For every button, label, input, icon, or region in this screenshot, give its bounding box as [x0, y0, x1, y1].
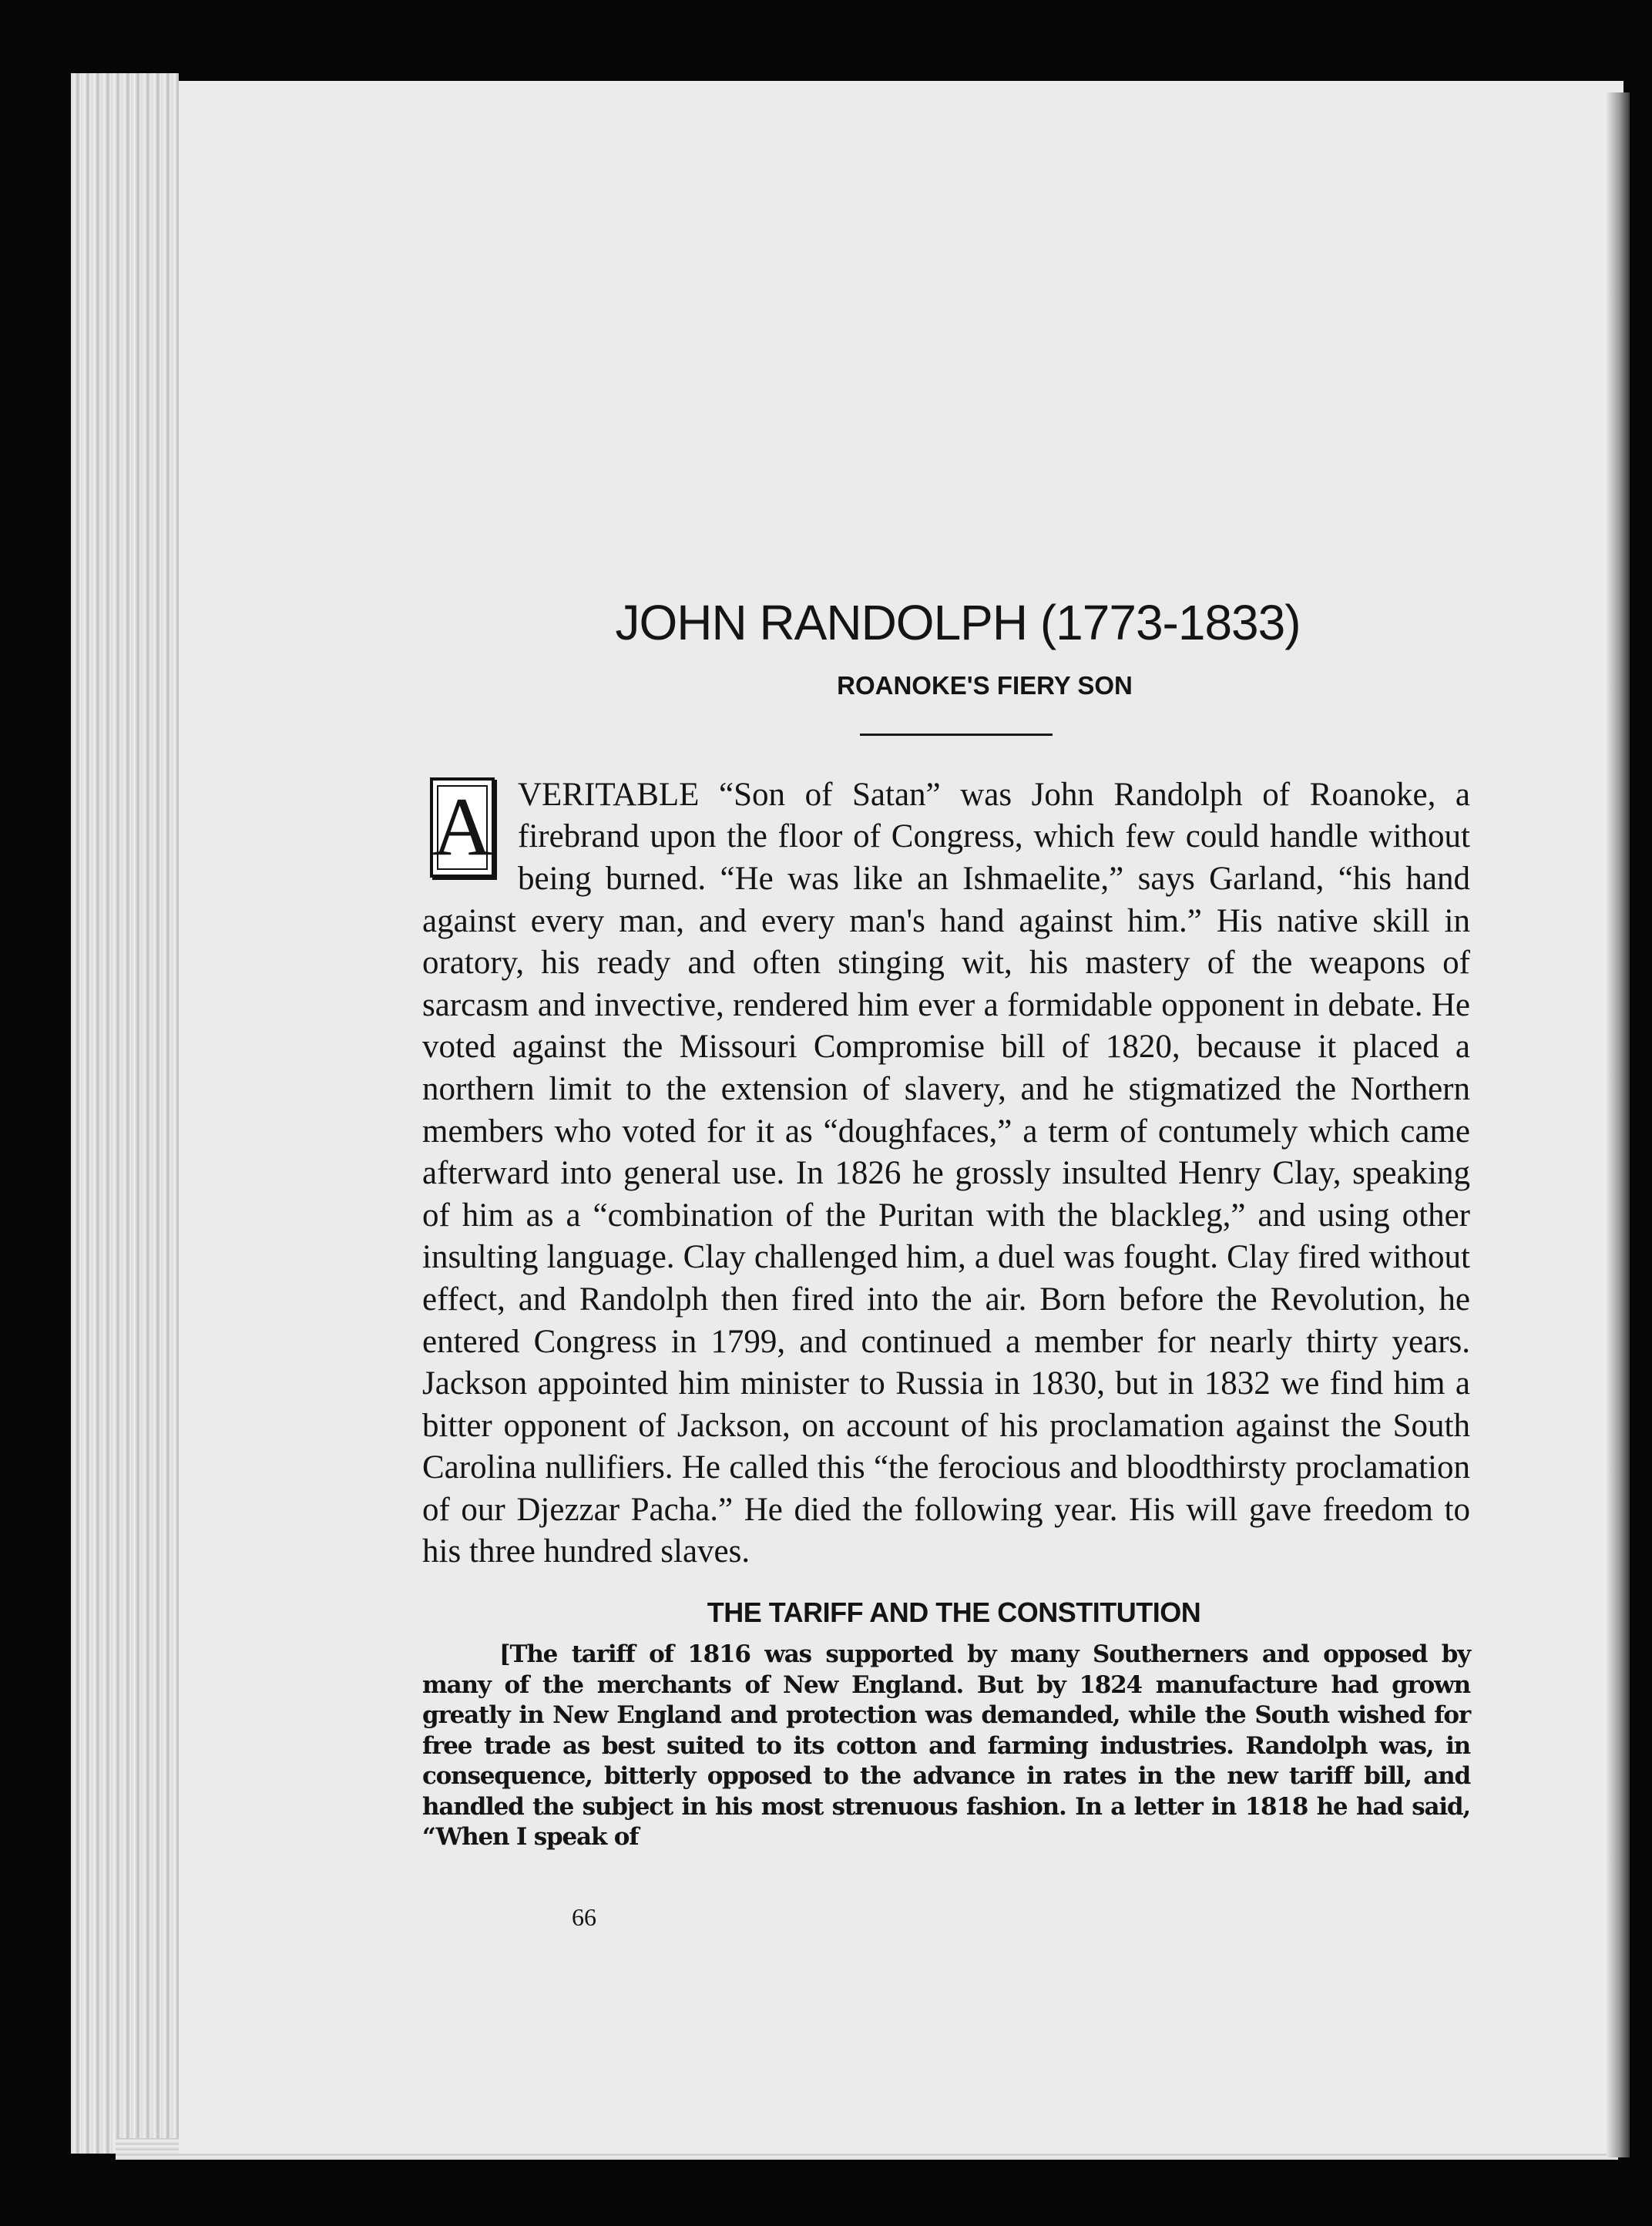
book-page-edges — [71, 73, 179, 2154]
drop-cap-letter: A — [432, 781, 492, 873]
page-number: 66 — [572, 1903, 596, 1931]
body-paragraph — [422, 774, 1470, 1573]
title-divider — [860, 734, 1053, 736]
section-heading: THE TARIFF AND THE CONSTITUTION — [707, 1596, 1201, 1629]
section-paragraph: [The tariff of 1816 was supported by many Southerners and opposed by many of the merchants of New England. But by 1824 manufacture had grown greatly in New England and protection was demanded, while the South wished for free trade as best suited to its cotton and farming industries. Randolph was, in consequence, bitterly opposed to the advance in rates in the new tariff bill, and handled the subject in his most strenuous fashion. In a letter in 1818 he had said, “When I speak of — [422, 1640, 1470, 1852]
page-content — [422, 593, 1470, 1853]
page-subtitle: ROANOKE'S FIERY SON — [837, 670, 1133, 700]
drop-cap — [430, 777, 495, 878]
page-gutter-shadow — [1607, 92, 1630, 2157]
page-title: JOHN RANDOLPH (1773-1833) — [615, 595, 1301, 650]
body-text: VERITABLE “Son of Satan” was John Randolph of Roanoke, a firebrand upon the floor of Congress, which few could handle without being burned. “He was like an Ishmaelite,” says Garland, “his hand against every man, and every man's hand against him.” His native skill in oratory, his ready and often stinging wit, his mastery of the weapons of sarcasm and invective, rendered him ever a formidable opponent in debate. He voted against the Missouri Compromise bill of 1820, because it placed a northern limit to the extension of slavery, and he stigmatized the Northern members who voted for it as “doughfaces,” a term of contumely which came afterward into general use. In 1826 he grossly insulted Henry Clay, speaking of him as a “combination of the Puritan with the blackleg,” and using other insulting language. Clay challenged him, a duel was fought. Clay fired without effect, and Randolph then fired into the air. Born before the Revolution, he entered Congress in 1799, and continued a member for nearly thirty years. Jackson appointed him minister to Russia in 1830, but in 1832 we find him a bitter opponent of Jackson, on account of his proclamation against the South Carolina nullifiers. He called this “the ferocious and bloodthirsty proclamation of our Djezzar Pacha.” He died the following year. His will gave freedom to his three hundred slaves. — [422, 776, 1470, 1570]
